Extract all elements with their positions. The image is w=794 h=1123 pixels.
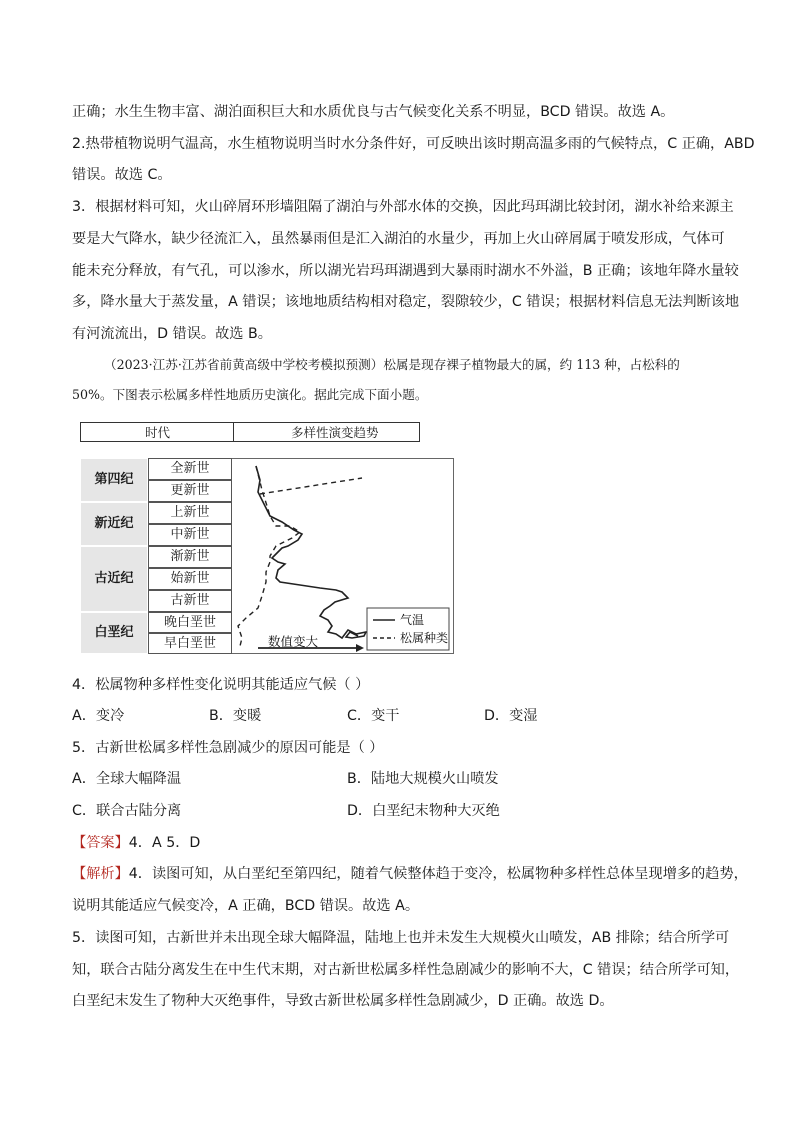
paragraph-line: 正确；水生生物丰富、湖泊面积巨大和水质优良与古气候变化关系不明显，BCD 错误。故选 A。 — [72, 104, 675, 120]
analysis-line: 说明其能适应气候变冷，A 正确，BCD 错误。故选 A。 — [72, 898, 420, 914]
axis-arrow-head — [356, 644, 364, 652]
period-cretaceous: 白垩纪 — [80, 612, 148, 654]
analysis-line — [72, 864, 748, 884]
period-quaternary: 第四纪 — [80, 458, 148, 502]
trend-plot — [80, 422, 455, 657]
legend-species-label: 松属种类 — [400, 631, 449, 645]
paragraph-line: 要是大气降水，缺少径流汇入，虽然暴雨但是汇入湖泊的水量少，再加上火山碎屑属于喷发形成，气体可 — [72, 231, 725, 247]
period-neogene: 新近纪 — [80, 502, 148, 546]
q4-option-a[interactable]: A．变冷 — [72, 708, 125, 724]
paragraph-line: 有河流流出，D 错误。故选 B。 — [72, 326, 272, 342]
paragraph-line: 能未充分释放，有气孔，可以渗水，所以湖光岩玛珥湖遇到大暴雨时湖水不外溢，B 正确；该地年降水量较 — [72, 263, 739, 279]
answer-text: 4．A 5．D — [128, 835, 201, 851]
paragraph-line: 3．根据材料可知，火山碎屑环形墙阻隔了湖泊与外部水体的交换，因此玛珥湖比较封闭，湖水补给来源主 — [72, 199, 734, 215]
question-intro: （2023·江苏·江苏省前黄高级中学校考模拟预测）松属是现存裸子植物最大的属，约 113 种，占松科的 — [104, 357, 680, 372]
epoch-early-cretaceous: 早白垩世 — [148, 633, 232, 654]
paragraph-line: 错误。故选 C。 — [72, 167, 172, 183]
epoch-pleistocene: 更新世 — [148, 480, 232, 502]
analysis-line: 白垩纪末发生了物种大灭绝事件，导致古新世松属多样性急剧减少，D 正确。故选 D。 — [72, 993, 614, 1009]
q5-option-b[interactable]: B．陆地大规模火山喷发 — [347, 771, 499, 787]
q4-option-b[interactable]: B．变暖 — [209, 708, 262, 724]
epoch-oligocene: 渐新世 — [148, 546, 232, 568]
question-intro: 50%。下图表示松属多样性地质历史演化。据此完成下面小题。 — [72, 387, 428, 402]
pine-diversity-figure — [80, 422, 455, 657]
epoch-pliocene: 上新世 — [148, 502, 232, 524]
epoch-holocene: 全新世 — [148, 458, 232, 480]
analysis-line: 5．读图可知，古新世并未出现全球大幅降温，陆地上也并未发生大规模火山喷发，AB 排除；结合所学可 — [72, 930, 730, 946]
epoch-paleocene: 古新世 — [148, 590, 232, 612]
q4-option-d[interactable]: D．变湿 — [484, 708, 538, 724]
axis-label: 数值变大 — [268, 634, 319, 649]
analysis-text: 4．读图可知，从白垩纪至第四纪，随着气候整体趋于变冷，松属物种多样性总体呈现增多的趋势， — [128, 866, 748, 882]
species-branch — [260, 478, 362, 494]
q5-option-c[interactable]: C．联合古陆分离 — [72, 803, 182, 819]
question-4-stem: 4．松属物种多样性变化说明其能适应气候（ ） — [72, 677, 370, 693]
analysis-line: 知，联合古陆分离发生在中生代末期，对古新世松属多样性急剧减少的影响不大，C 错误；结合所学可知， — [72, 962, 740, 978]
epoch-late-cretaceous: 晚白垩世 — [148, 612, 232, 633]
paragraph-line: 多，降水量大于蒸发量，A 错误；该地地质结构相对稳定，裂隙较少，C 错误；根据材料信息无法判断该地 — [72, 294, 740, 310]
epoch-miocene: 中新世 — [148, 524, 232, 546]
epoch-eocene: 始新世 — [148, 568, 232, 590]
answer-line — [72, 833, 200, 853]
header-trend: 多样性演变趋势 — [291, 425, 379, 440]
answer-tag: 【答案】 — [72, 835, 129, 851]
q5-option-a[interactable]: A．全球大幅降温 — [72, 771, 182, 787]
question-5-stem: 5．古新世松属多样性急剧减少的原因可能是（ ） — [72, 740, 384, 756]
period-paleogene: 古近纪 — [80, 546, 148, 612]
paragraph-line: 2.热带植物说明气温高，水生植物说明当时水分条件好，可反映出该时期高温多雨的气候特点，C 正确，ABD — [72, 136, 755, 152]
q5-option-d[interactable]: D．白垩纪末物种大灭绝 — [347, 803, 500, 819]
header-era: 时代 — [145, 425, 171, 440]
q4-option-c[interactable]: C．变干 — [347, 708, 400, 724]
legend-temperature-label: 气温 — [400, 613, 425, 627]
analysis-tag: 【解析】 — [72, 866, 129, 882]
